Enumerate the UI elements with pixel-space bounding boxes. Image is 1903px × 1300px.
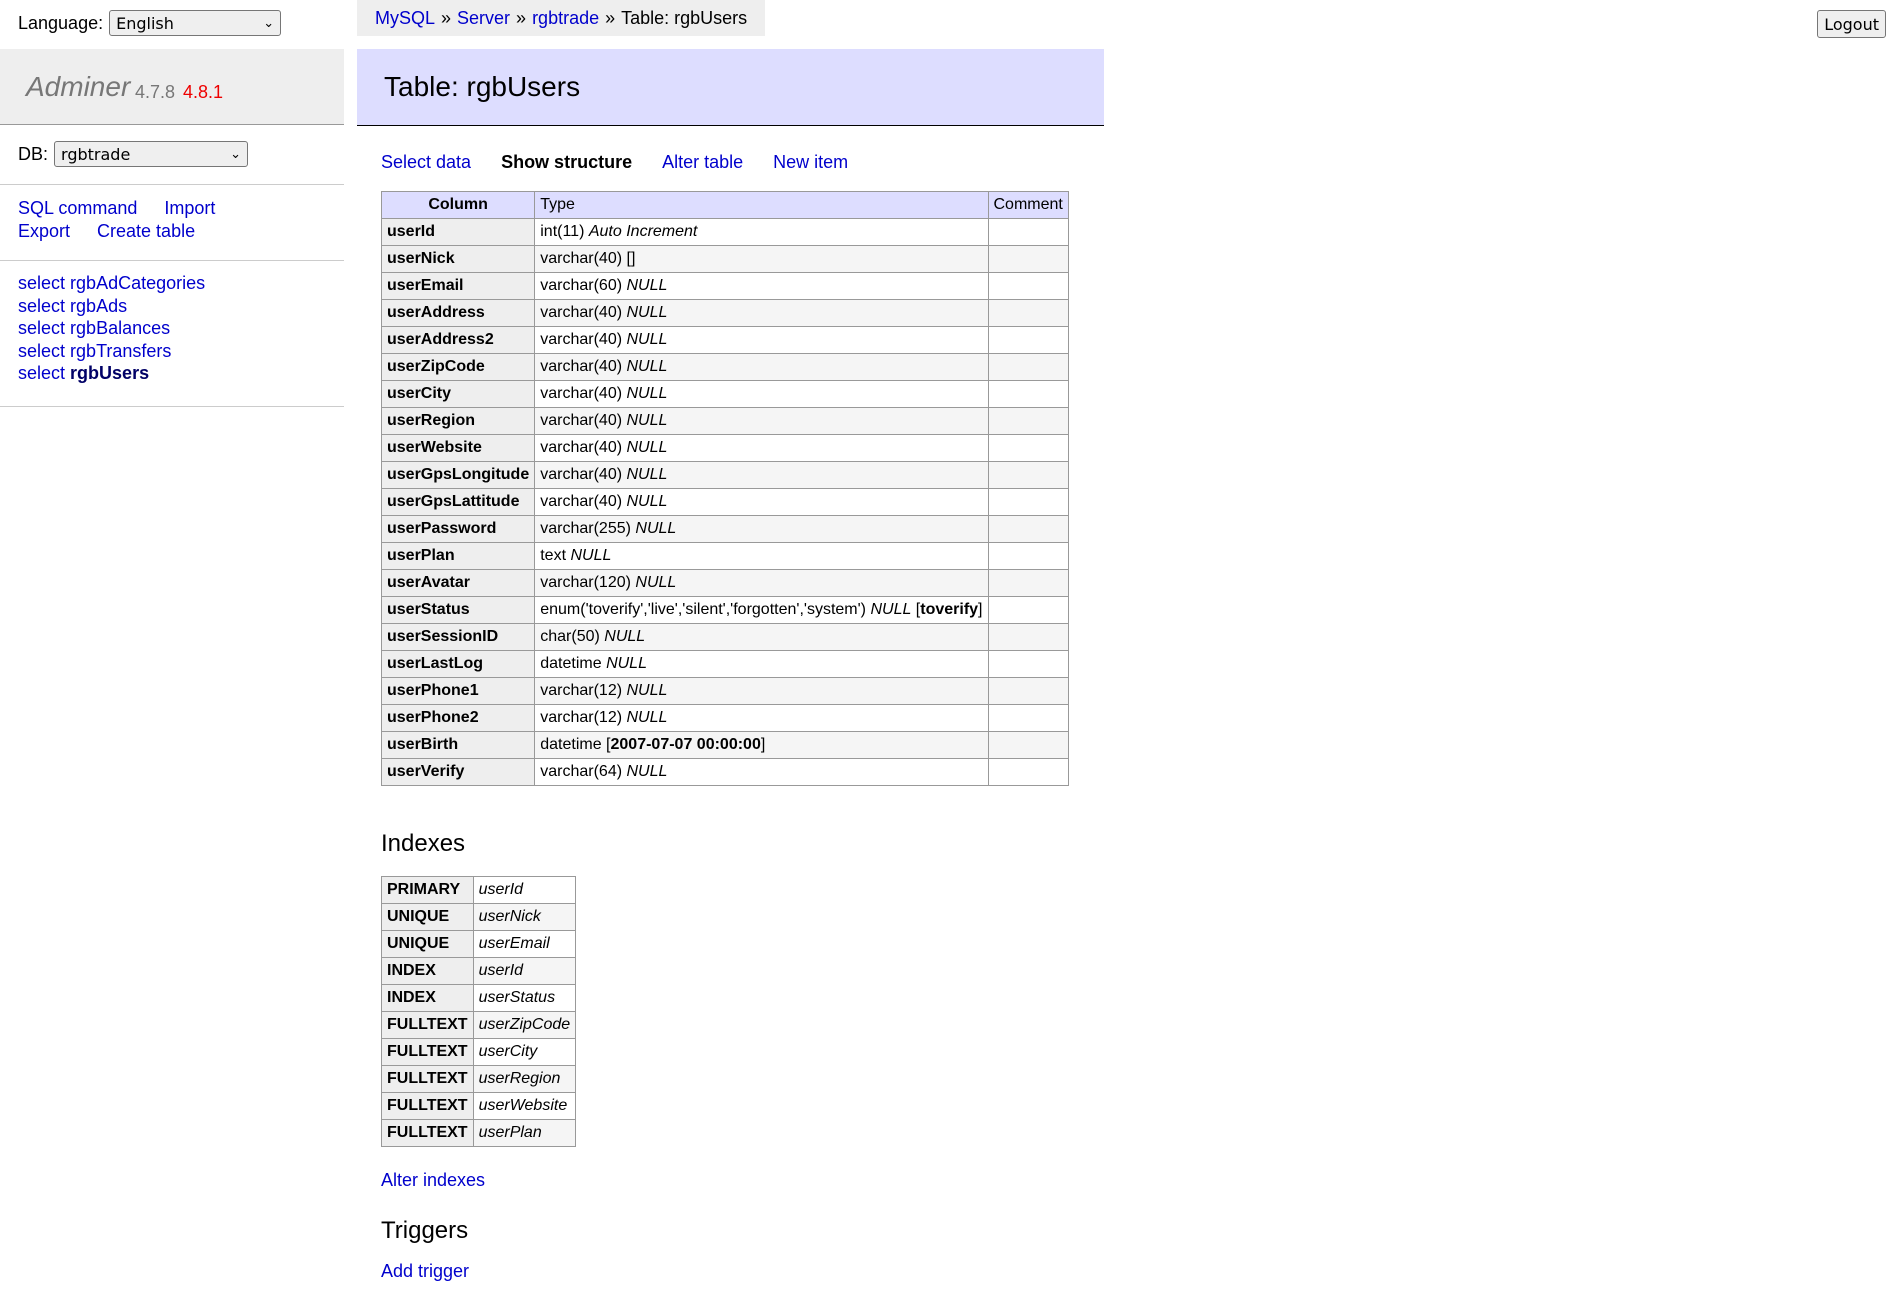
index-row (382, 1066, 576, 1093)
index-columns: userRegion (473, 1066, 576, 1093)
breadcrumb-server-link[interactable]: Server (457, 7, 511, 28)
column-type (535, 462, 988, 489)
chevron-down-icon: ⌄ (230, 146, 242, 162)
select-table-link[interactable]: select (18, 363, 66, 383)
triggers-heading: Triggers (381, 1217, 469, 1244)
column-name: userPassword (382, 516, 535, 543)
breadcrumb-separator: » (516, 7, 527, 28)
type-extra: NULL (626, 277, 668, 294)
create-table-link[interactable]: Create table (97, 221, 196, 241)
type-extra: NULL (604, 628, 646, 645)
type-value: varchar(40) (540, 439, 623, 456)
index-columns: userWebsite (473, 1093, 576, 1120)
column-name: userGpsLongitude (382, 462, 535, 489)
column-type (535, 300, 988, 327)
index-type: UNIQUE (382, 931, 474, 958)
breadcrumb-db-link[interactable]: rgbtrade (532, 7, 600, 28)
table-list-item-active (18, 362, 205, 385)
column-comment (988, 489, 1068, 516)
column-comment (988, 381, 1068, 408)
column-type (535, 354, 988, 381)
type-extra: NULL (606, 655, 647, 672)
new-item-link[interactable]: New item (773, 152, 849, 172)
logout-button[interactable]: Logout (1817, 10, 1886, 38)
breadcrumb-separator: » (605, 7, 616, 28)
type-value: varchar(60) (540, 277, 623, 294)
type-value: varchar(12) (540, 682, 623, 699)
column-name: userCity (382, 381, 535, 408)
comment-header: Comment (988, 192, 1068, 219)
type-header: Type (535, 192, 988, 219)
type-value: varchar(64) (540, 763, 623, 780)
breadcrumb-mysql-link[interactable]: MySQL (375, 7, 436, 28)
column-type (535, 381, 988, 408)
type-value: text (540, 547, 567, 564)
table-row (382, 543, 1069, 570)
index-columns: userCity (473, 1039, 576, 1066)
column-type (535, 570, 988, 597)
type-extra: NULL (870, 601, 912, 618)
index-row (382, 904, 576, 931)
column-name: userZipCode (382, 354, 535, 381)
index-type: FULLTEXT (382, 1093, 474, 1120)
table-list-item (18, 317, 205, 340)
table-name-link[interactable]: rgbTransfers (70, 340, 172, 361)
index-row (382, 1012, 576, 1039)
index-type: PRIMARY (382, 877, 474, 904)
index-row (382, 931, 576, 958)
table-row (382, 462, 1069, 489)
type-value: varchar(40) (540, 331, 623, 348)
type-extra: NULL (635, 520, 677, 537)
table-row (382, 624, 1069, 651)
index-row (382, 958, 576, 985)
language-label: Language: (18, 12, 104, 33)
type-extra: NULL (626, 439, 668, 456)
new-version-link[interactable]: 4.8.1 (183, 82, 224, 102)
add-trigger-link[interactable]: Add trigger (381, 1261, 470, 1281)
type-value: varchar(40) (540, 358, 623, 375)
index-row (382, 985, 576, 1012)
column-comment (988, 435, 1068, 462)
column-comment (988, 354, 1068, 381)
column-type (535, 651, 988, 678)
column-comment (988, 597, 1068, 624)
table-row (382, 327, 1069, 354)
table-row (382, 759, 1069, 786)
table-name-link[interactable]: rgbBalances (70, 318, 171, 338)
type-extra: NULL (635, 574, 677, 591)
index-type: INDEX (382, 958, 474, 985)
column-comment (988, 543, 1068, 570)
column-type (535, 273, 988, 300)
table-row (382, 732, 1069, 759)
column-name: userLastLog (382, 651, 535, 678)
index-columns: userId (473, 958, 576, 985)
column-type (535, 705, 988, 732)
default-value: [] (626, 250, 636, 267)
column-type (535, 246, 988, 273)
table-row (382, 705, 1069, 732)
type-value: datetime (540, 736, 602, 753)
language-selector (18, 10, 281, 36)
table-name-link[interactable]: rgbAdCategories (70, 273, 206, 293)
type-value: varchar(40) (540, 250, 623, 267)
table-name-link-active[interactable]: rgbUsers (70, 363, 150, 383)
column-type (535, 759, 988, 786)
column-name: userRegion (382, 408, 535, 435)
table-row (382, 246, 1069, 273)
column-type (535, 543, 988, 570)
index-row (382, 877, 576, 904)
structure-header-row (382, 192, 1069, 219)
column-comment (988, 246, 1068, 273)
index-type: INDEX (382, 985, 474, 1012)
column-comment (988, 678, 1068, 705)
type-value: int(11) (540, 223, 585, 240)
table-row (382, 408, 1069, 435)
default-value: toverify (920, 601, 979, 618)
alter-indexes-link[interactable]: Alter indexes (381, 1170, 486, 1190)
column-name: userNick (382, 246, 535, 273)
column-name: userGpsLattitude (382, 489, 535, 516)
column-name: userPhone2 (382, 705, 535, 732)
sidebar-links (18, 197, 242, 243)
column-name: userVerify (382, 759, 535, 786)
table-row (382, 516, 1069, 543)
index-row (382, 1120, 576, 1147)
version-label: 4.7.8 (135, 82, 176, 102)
table-list-item (18, 295, 205, 318)
db-selector (18, 141, 248, 167)
table-row (382, 219, 1069, 246)
adminer-logo-link[interactable]: Adminer (26, 71, 131, 102)
indexes-heading: Indexes (381, 830, 466, 857)
column-comment (988, 408, 1068, 435)
column-type: enum('toverify','live','silent','forgotten','system') NULL [toverify] (535, 597, 988, 624)
table-list-item (18, 340, 205, 363)
column-name: userAddress2 (382, 327, 535, 354)
import-link[interactable]: Import (164, 198, 216, 218)
table-name-link[interactable]: rgbAds (70, 295, 128, 316)
type-value: varchar(40) (540, 493, 623, 510)
column-type (535, 678, 988, 705)
column-name: userEmail (382, 273, 535, 300)
sidebar-divider (0, 184, 344, 185)
table-row (382, 678, 1069, 705)
alter-table-link[interactable]: Alter table (662, 152, 744, 172)
breadcrumb-separator: » (441, 7, 452, 28)
table-row (382, 354, 1069, 381)
sidebar-divider (0, 406, 344, 407)
table-row (382, 489, 1069, 516)
column-comment (988, 516, 1068, 543)
column-name: userStatus (382, 597, 535, 624)
column-comment (988, 327, 1068, 354)
table-row (382, 300, 1069, 327)
column-comment (988, 219, 1068, 246)
type-extra: NULL (626, 466, 668, 483)
column-name: userAvatar (382, 570, 535, 597)
index-row (382, 1093, 576, 1120)
column-comment (988, 570, 1068, 597)
column-name: userAddress (382, 300, 535, 327)
column-name: userPhone1 (382, 678, 535, 705)
breadcrumb (357, 0, 765, 36)
table-list (18, 272, 205, 385)
type-extra: NULL (626, 331, 668, 348)
column-name: userBirth (382, 732, 535, 759)
index-type: FULLTEXT (382, 1039, 474, 1066)
column-type (535, 219, 988, 246)
breadcrumb-current: Table: rgbUsers (621, 7, 748, 28)
column-name: userPlan (382, 543, 535, 570)
page-title: Table: rgbUsers (384, 71, 581, 102)
type-value: datetime (540, 655, 602, 672)
column-type (535, 435, 988, 462)
db-label: DB: (18, 143, 49, 164)
column-comment (988, 462, 1068, 489)
column-type (535, 327, 988, 354)
db-select-value: rgbtrade (61, 144, 131, 164)
column-name: userWebsite (382, 435, 535, 462)
index-columns: userEmail (473, 931, 576, 958)
index-columns: userZipCode (473, 1012, 576, 1039)
column-comment (988, 759, 1068, 786)
type-extra: NULL (626, 682, 668, 699)
type-value: varchar(40) (540, 385, 623, 402)
type-value: char(50) (540, 628, 600, 645)
index-columns: userStatus (473, 985, 576, 1012)
type-extra: NULL (626, 763, 668, 780)
sidebar-header (0, 49, 344, 125)
page-title-bar (357, 49, 1104, 126)
type-value: varchar(255) (540, 520, 631, 537)
column-type (535, 408, 988, 435)
index-columns: userPlan (473, 1120, 576, 1147)
table-row (382, 570, 1069, 597)
column-comment (988, 624, 1068, 651)
show-structure-tab: Show structure (501, 152, 633, 172)
select-table-link[interactable]: select (18, 340, 66, 361)
language-select-value: English (116, 13, 174, 33)
column-type (535, 489, 988, 516)
column-name: userSessionID (382, 624, 535, 651)
chevron-down-icon: ⌄ (263, 15, 275, 31)
type-value: varchar(40) (540, 304, 623, 321)
column-name: userId (382, 219, 535, 246)
index-columns: userNick (473, 904, 576, 931)
index-type: FULLTEXT (382, 1066, 474, 1093)
column-comment (988, 300, 1068, 327)
type-extra: NULL (626, 493, 668, 510)
table-actions (381, 152, 878, 173)
type-extra: NULL (570, 547, 612, 564)
column-comment (988, 651, 1068, 678)
export-link[interactable]: Export (18, 221, 71, 241)
type-value: varchar(120) (540, 574, 631, 591)
select-table-link[interactable]: select (18, 318, 66, 338)
type-value: varchar(12) (540, 709, 623, 726)
type-value: varchar(40) (540, 412, 623, 429)
index-type: UNIQUE (382, 904, 474, 931)
column-type (535, 624, 988, 651)
select-table-link[interactable]: select (18, 295, 66, 316)
select-data-link[interactable]: Select data (381, 152, 472, 172)
index-columns: userId (473, 877, 576, 904)
table-row (382, 597, 1069, 624)
indexes-table (381, 876, 576, 1147)
index-type: FULLTEXT (382, 1012, 474, 1039)
type-extra: NULL (626, 385, 668, 402)
default-value: 2007-07-07 00:00:00 (610, 736, 761, 753)
table-row (382, 273, 1069, 300)
type-extra: NULL (626, 304, 668, 321)
type-extra: NULL (626, 412, 668, 429)
column-comment (988, 273, 1068, 300)
type-value: enum('toverify','live','silent','forgotten','system') (540, 601, 866, 618)
type-extra: Auto Increment (588, 223, 698, 240)
column-type (535, 516, 988, 543)
type-value: varchar(40) (540, 466, 623, 483)
structure-table (381, 191, 1069, 786)
index-type: FULLTEXT (382, 1120, 474, 1147)
column-comment (988, 732, 1068, 759)
column-type: datetime [2007-07-07 00:00:00] (535, 732, 988, 759)
column-header: Column (382, 192, 535, 219)
table-row (382, 435, 1069, 462)
table-list-item (18, 272, 205, 295)
type-extra: NULL (626, 358, 668, 375)
select-table-link[interactable]: select (18, 273, 66, 293)
sidebar-divider (0, 260, 344, 261)
language-select[interactable] (109, 10, 281, 36)
column-comment (988, 705, 1068, 732)
table-row (382, 651, 1069, 678)
db-select[interactable] (54, 141, 248, 167)
sql-command-link[interactable]: SQL command (18, 198, 138, 218)
table-row (382, 381, 1069, 408)
type-extra: NULL (626, 709, 668, 726)
index-row (382, 1039, 576, 1066)
